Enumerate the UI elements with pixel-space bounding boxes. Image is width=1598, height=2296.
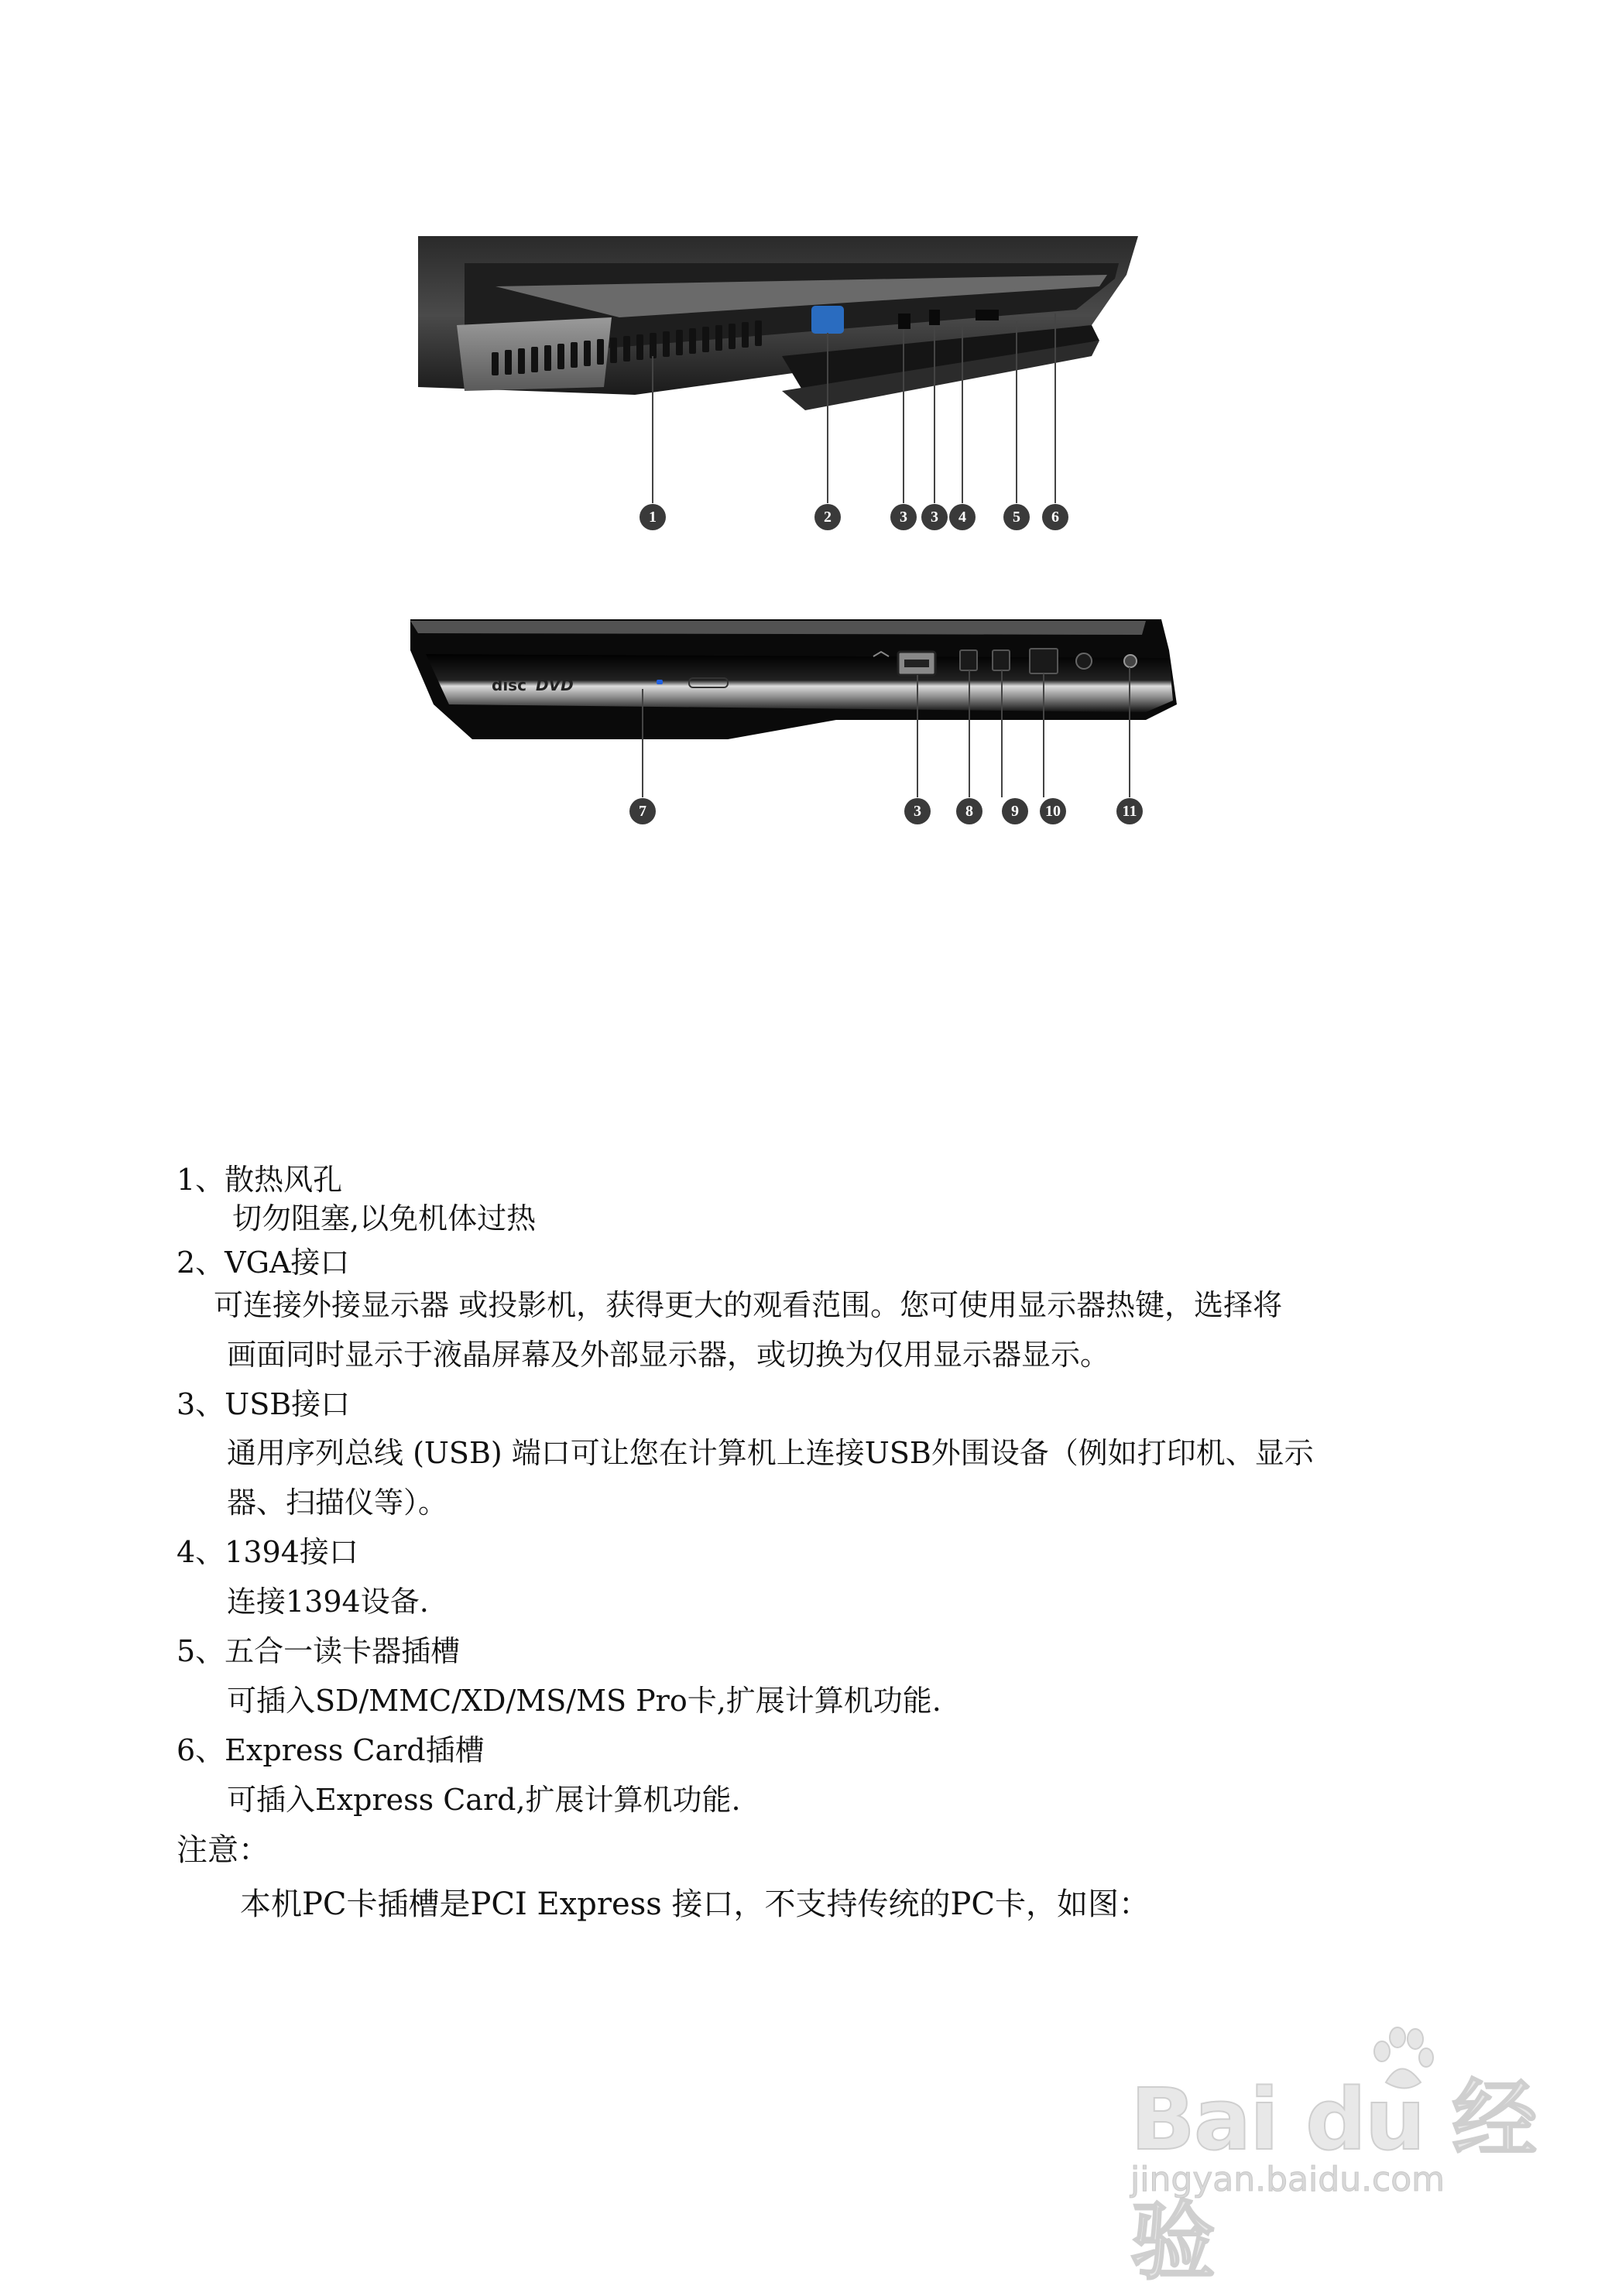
laptop-left-side-figure xyxy=(418,232,1161,557)
callout-7: 7 xyxy=(629,798,656,824)
item-6-title: 6、Express Card插槽 xyxy=(177,1733,485,1767)
item-5-desc: 可插入SD/MMC/XD/MS/MS Pro卡,扩展计算机功能. xyxy=(227,1684,941,1718)
item-1-desc: 切勿阻塞,以免机体过热 xyxy=(232,1201,537,1235)
item-6-desc: 可插入Express Card,扩展计算机功能. xyxy=(227,1783,741,1817)
vga-port xyxy=(811,306,844,334)
item-3-desc-2: 器、扫描仪等）。 xyxy=(227,1486,448,1520)
item-2-title: 2、VGA接口 xyxy=(177,1246,350,1280)
item-5-title: 5、五合一读卡器插槽 xyxy=(177,1634,461,1668)
note-title: 注意： xyxy=(177,1832,269,1868)
item-4-desc: 连接1394设备. xyxy=(227,1585,429,1619)
watermark-url: jingyan.baidu.com xyxy=(1130,2160,1445,2199)
callout-3c: 3 xyxy=(904,798,931,824)
callout-3: 3 xyxy=(890,504,917,530)
item-2-desc-1: 可连接外接显示器 或投影机，获得更大的观看范围。您可使用显示器热键，选择将 xyxy=(214,1288,1283,1322)
item-3-title: 3、USB接口 xyxy=(177,1387,351,1421)
callout-11: 11 xyxy=(1116,798,1143,824)
item-4-title: 4、1394接口 xyxy=(177,1535,358,1569)
callout-5: 5 xyxy=(1003,504,1030,530)
callout-10: 10 xyxy=(1040,798,1066,824)
note-text: 本机PC卡插槽是PCI Express 接口，不支持传统的PC卡，如图： xyxy=(240,1886,1150,1922)
callout-9: 9 xyxy=(1002,798,1028,824)
callout-3b: 3 xyxy=(921,504,948,530)
item-2-desc-2: 画面同时显示于液晶屏幕及外部显示器，或切换为仅用显示器显示。 xyxy=(227,1338,1110,1372)
callout-2: 2 xyxy=(814,504,841,530)
callout-8: 8 xyxy=(956,798,982,824)
callout-1: 1 xyxy=(640,504,666,530)
watermark-brand: Bai du 经验 xyxy=(1130,2070,1536,2291)
item-3-desc-1: 通用序列总线 (USB) 端口可让您在计算机上连接USB外围设备（例如打印机、显示 xyxy=(227,1436,1314,1470)
baidu-jingyan-watermark xyxy=(1123,2028,1556,2291)
item-1-title: 1、散热风孔 xyxy=(177,1163,343,1197)
laptop-right-side-figure xyxy=(403,604,1192,836)
callout-4: 4 xyxy=(949,504,976,530)
laptop-right-side-photo xyxy=(403,604,1192,743)
disc-logo: disc xyxy=(492,676,526,694)
callout-6: 6 xyxy=(1042,504,1068,530)
dvd-logo: DVD xyxy=(536,676,574,694)
